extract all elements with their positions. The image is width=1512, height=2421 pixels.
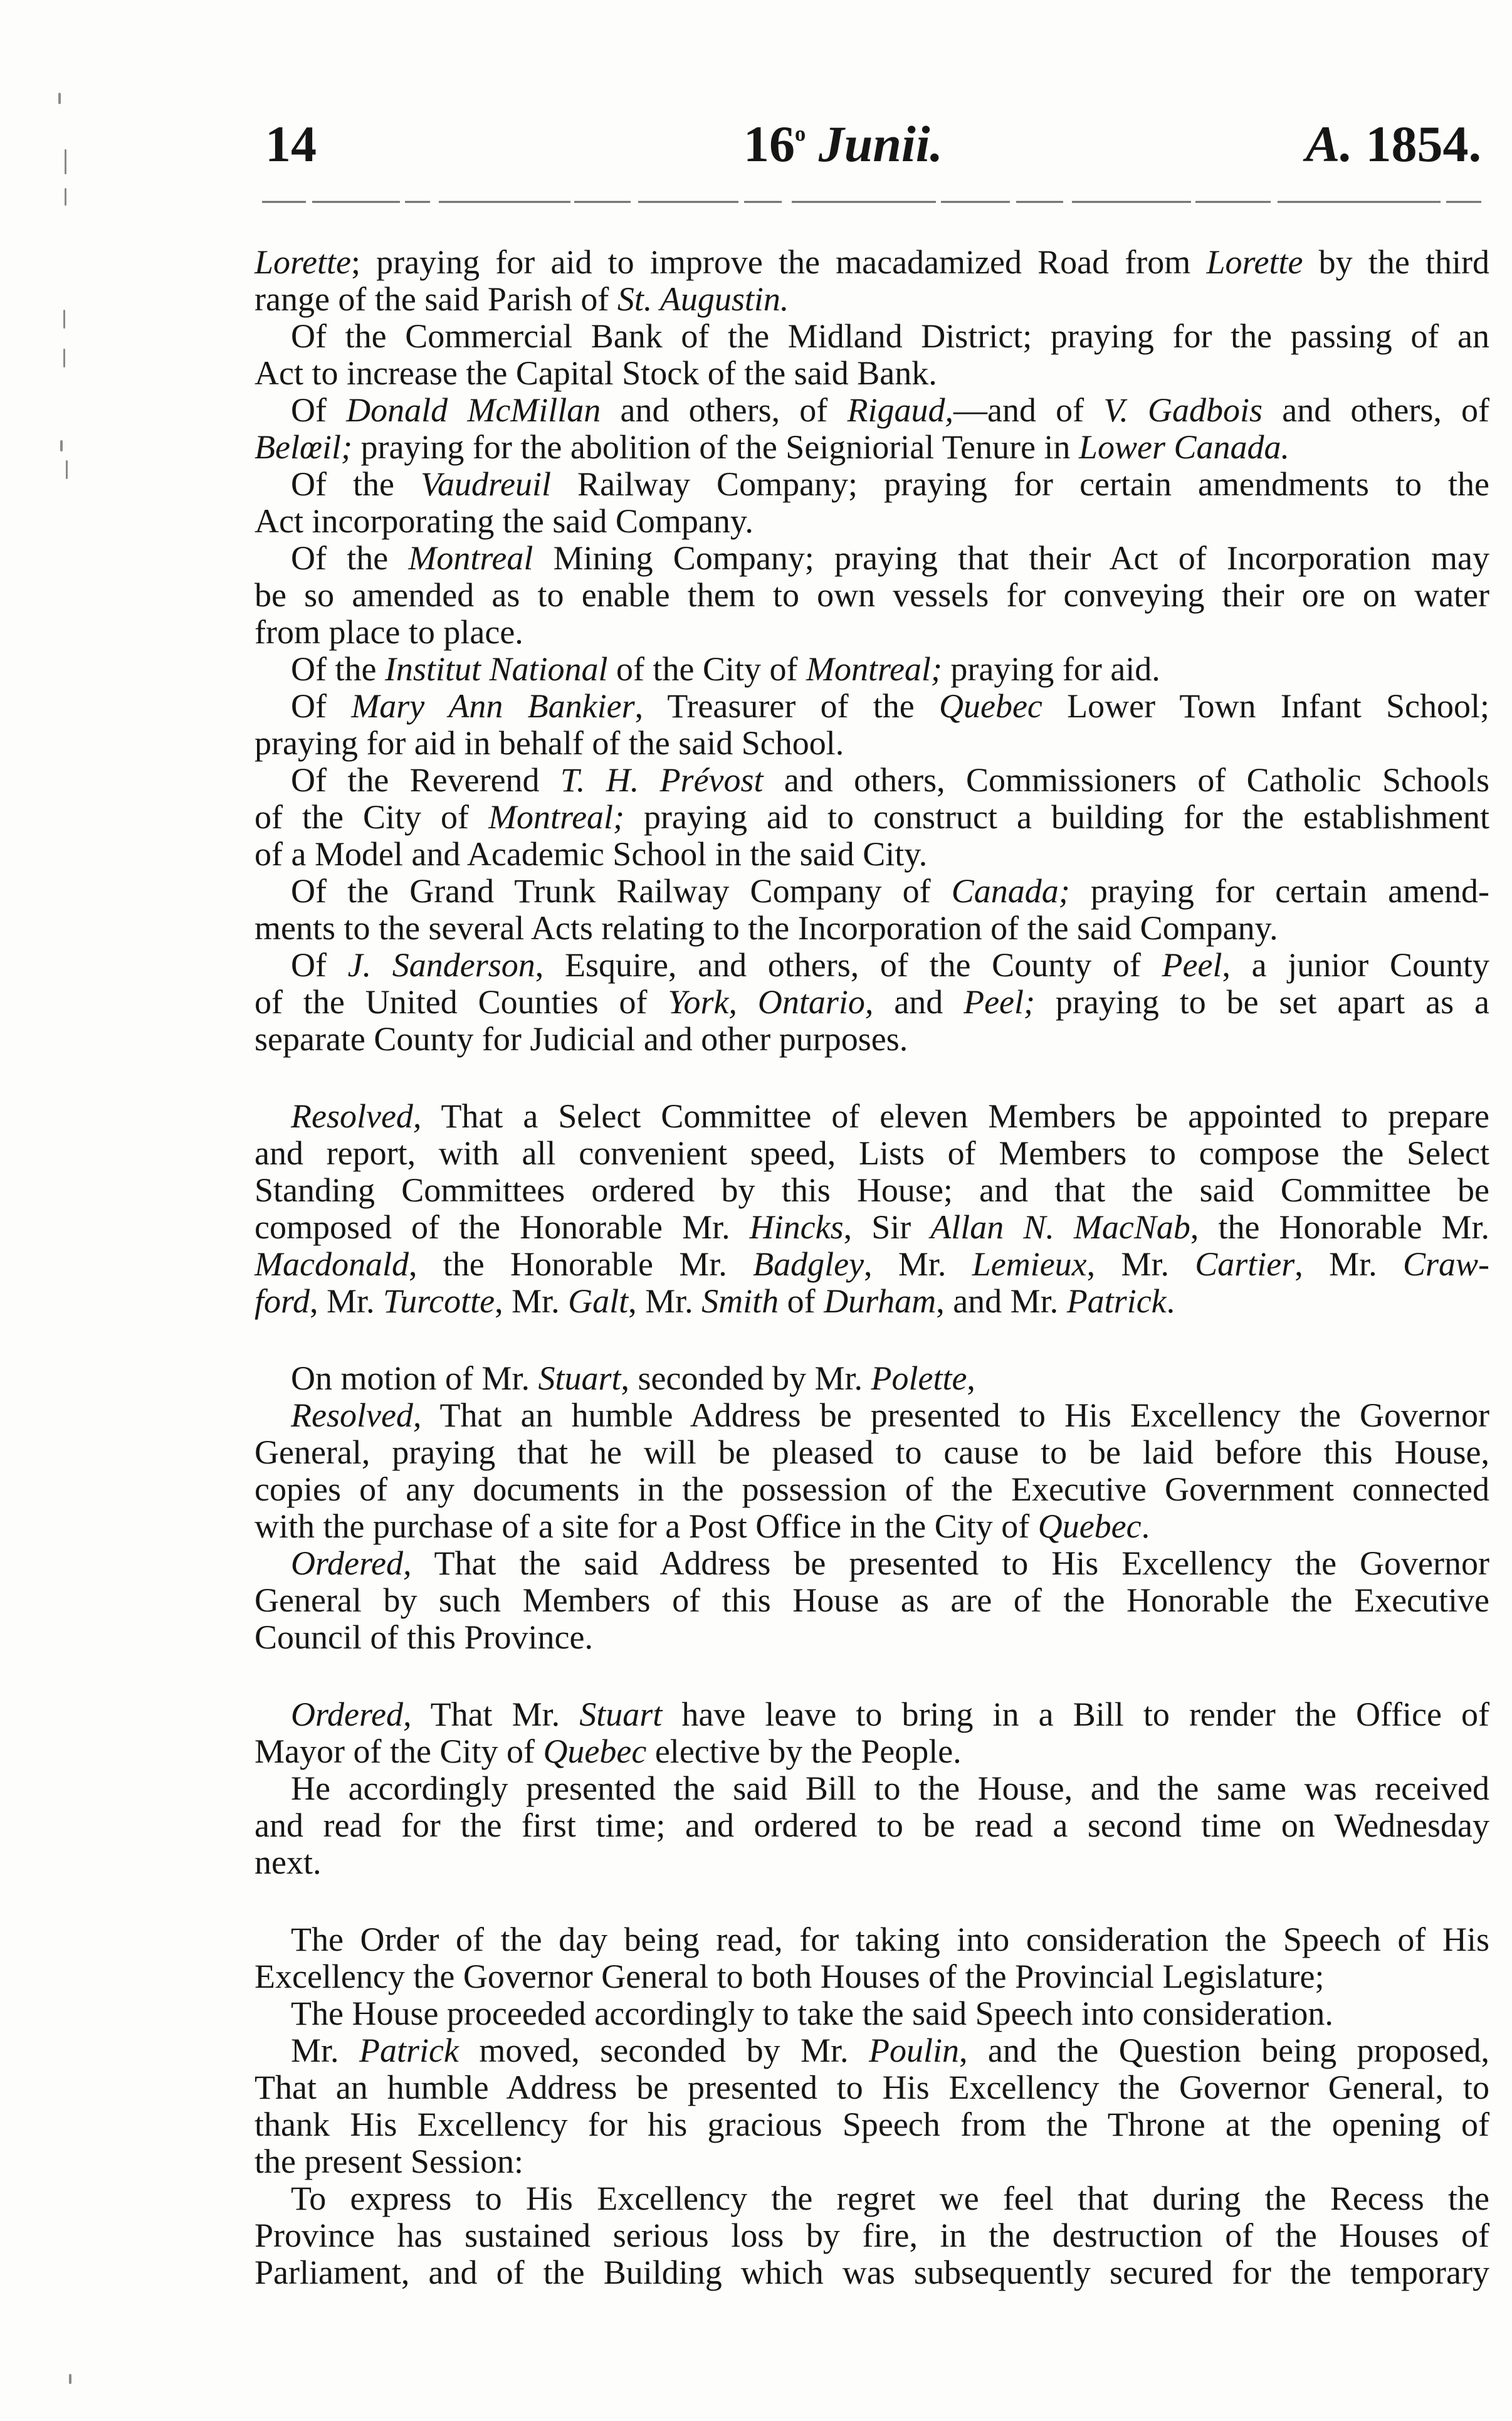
line-content — [255, 1433, 1489, 1471]
italic-run: Quebec — [1037, 1507, 1142, 1545]
text-run: the present Session: — [255, 2143, 523, 2180]
line-content — [255, 1470, 1489, 1508]
entry-block — [255, 1360, 1489, 1656]
paragraph — [255, 688, 1489, 762]
line-content — [255, 1581, 1489, 1619]
text-run: Standing Committees ordered by this House; and that the said Committee be — [255, 1171, 1489, 1209]
italic-run: Lower Canada. — [1078, 428, 1289, 466]
text-line — [255, 1098, 1489, 1135]
text-run: Mining Company; praying that their Act of Incorporation may — [533, 539, 1490, 577]
text-line — [255, 873, 1489, 910]
italic-run: Peel; — [963, 983, 1035, 1021]
line-content — [291, 872, 1489, 910]
text-run: elective by the People. — [646, 1733, 962, 1770]
text-line — [255, 725, 1489, 762]
line-content — [255, 2106, 1489, 2143]
italic-run: Resolved, — [291, 1396, 422, 1434]
text-line — [255, 2254, 1489, 2291]
margin-mark — [58, 93, 61, 104]
paragraph — [255, 392, 1489, 466]
line-content — [255, 1020, 908, 1058]
paragraph — [255, 1770, 1489, 1881]
text-line — [255, 577, 1489, 614]
text-line — [255, 2032, 1489, 2069]
line-content — [291, 1921, 1489, 1958]
text-line — [255, 1619, 1489, 1656]
italic-run: Patrick — [359, 2032, 459, 2069]
line-content — [255, 2217, 1489, 2254]
text-run: That a Select Committee of eleven Members be appointed to prepare — [421, 1097, 1489, 1135]
text-line — [255, 281, 1489, 318]
date-month: Junii. — [818, 115, 943, 172]
paragraph — [255, 1360, 1489, 1397]
line-content — [255, 983, 1489, 1021]
header-rule — [262, 198, 1481, 206]
text-line — [255, 1246, 1489, 1283]
paragraph — [255, 762, 1489, 873]
text-line — [255, 1172, 1489, 1209]
text-run: and others, of — [1263, 391, 1490, 429]
text-run: Province has sustained serious loss by fire, in the destruction of the Houses of — [255, 2217, 1489, 2254]
text-run: , Sir — [843, 1208, 931, 1246]
italic-run: Montreal; — [806, 650, 942, 688]
italic-run: York, Ontario, — [668, 983, 874, 1021]
line-content — [255, 354, 937, 392]
text-run: , the Honorable Mr. — [1190, 1208, 1489, 1246]
text-run: composed of the Honorable Mr. — [255, 1208, 750, 1246]
line-content — [291, 539, 1489, 577]
italic-run: Stuart — [538, 1359, 621, 1397]
margin-mark — [63, 310, 65, 329]
line-content — [255, 909, 1278, 947]
italic-run: Donald McMillan — [346, 391, 601, 429]
line-content — [255, 1507, 1150, 1545]
line-content — [291, 687, 1489, 725]
line-content — [255, 1134, 1489, 1172]
paragraph — [255, 2180, 1489, 2291]
line-content — [291, 2180, 1489, 2217]
text-run: That an humble Address be presented to His Excellency the Governor — [421, 1396, 1489, 1434]
text-line — [255, 1471, 1489, 1508]
text-run: . — [1141, 1507, 1150, 1545]
text-line — [255, 2106, 1489, 2143]
italic-run: Polette — [871, 1359, 967, 1397]
text-run: , Mr. — [864, 1245, 972, 1283]
italic-run: Ordered, — [291, 1544, 412, 1582]
text-line — [255, 503, 1489, 540]
text-run: On motion of Mr. — [291, 1359, 538, 1397]
text-line — [255, 392, 1489, 429]
text-run: copies of any documents in the possession of the Executive Government connected — [255, 1470, 1489, 1508]
line-content — [255, 1733, 962, 1770]
text-run: Railway Company; praying for certain amendments to the — [551, 465, 1489, 503]
text-line — [255, 1508, 1489, 1545]
text-run: praying for the abolition of the Seigniorial Tenure in — [352, 428, 1079, 466]
text-run: praying to be set apart as a — [1035, 983, 1490, 1021]
italic-run: Patrick — [1066, 1282, 1167, 1320]
entry-block — [255, 1696, 1489, 1881]
italic-run: Lorette — [1206, 243, 1303, 281]
text-line — [255, 1209, 1489, 1246]
italic-run: Macdonald — [255, 1245, 409, 1283]
text-run: Of the Commercial Bank of the Midland District; praying for the passing of an — [291, 317, 1489, 355]
text-line — [255, 2180, 1489, 2217]
text-line — [255, 429, 1489, 466]
italic-run: Quebec — [543, 1733, 647, 1770]
margin-mark — [63, 349, 65, 367]
line-content — [255, 1618, 593, 1656]
margin-mark — [69, 2374, 71, 2384]
text-run: , Mr. — [495, 1282, 569, 1320]
line-content — [291, 946, 1489, 984]
italic-run: Cartier — [1195, 1245, 1295, 1283]
text-run: The Order of the day being read, for taking into consideration the Speech of His — [291, 1921, 1489, 1958]
text-run: The House proceeded accordingly to take the said Speech into consideration. — [291, 1995, 1333, 2032]
text-line — [255, 466, 1489, 503]
italic-run: Stuart — [579, 1696, 663, 1733]
line-content — [291, 1544, 1489, 1582]
line-content — [255, 280, 789, 318]
text-run: Of — [291, 391, 347, 429]
italic-run: Mary Ann Bankier — [351, 687, 635, 725]
text-run: range of the said Parish of — [255, 280, 617, 318]
line-content — [255, 576, 1489, 614]
text-line — [255, 910, 1489, 947]
text-run: Of — [291, 946, 348, 984]
text-line — [255, 614, 1489, 651]
journal-date — [743, 115, 943, 172]
line-content — [255, 2069, 1489, 2106]
text-run: Of the — [291, 539, 409, 577]
text-line — [255, 762, 1489, 799]
line-content — [255, 835, 927, 873]
italic-run: V. Gadbois — [1103, 391, 1263, 429]
year-value: 1854. — [1365, 115, 1481, 172]
italic-run: T. H. Prévost — [560, 761, 764, 799]
text-line — [255, 984, 1489, 1021]
italic-run: Badgley — [753, 1245, 864, 1283]
italic-run: Institut National — [384, 650, 608, 688]
text-run: separate County for Judicial and other purposes. — [255, 1020, 908, 1058]
text-run: Of the Reverend — [291, 761, 560, 799]
text-run: with the purchase of a site for a Post Office in the City of — [255, 1507, 1038, 1545]
text-run: Of the — [291, 650, 385, 688]
entry-block — [255, 1921, 1489, 2291]
text-line — [255, 1021, 1489, 1058]
paragraph — [255, 1397, 1489, 1545]
text-line — [255, 1995, 1489, 2032]
anno-prefix: A. — [1305, 115, 1353, 172]
italic-run: J. Sanderson — [347, 946, 535, 984]
text-run: , Mr. — [310, 1282, 384, 1320]
margin-mark — [65, 149, 66, 174]
italic-run: Montreal — [408, 539, 533, 577]
line-content — [291, 1696, 1489, 1733]
text-run: That Mr. — [411, 1696, 580, 1733]
text-run: , seconded by Mr. — [621, 1359, 871, 1397]
italic-run: Smith — [701, 1282, 779, 1320]
text-run: by the third — [1303, 243, 1489, 281]
text-run: , Esquire, and others, of the County of — [535, 946, 1162, 984]
text-run: and others, of — [601, 391, 848, 429]
text-run: , — [967, 1359, 975, 1397]
italic-run: Allan N. MacNab — [930, 1208, 1190, 1246]
text-line — [255, 947, 1489, 984]
line-content — [291, 1770, 1489, 1807]
paragraph — [255, 466, 1489, 540]
text-run: Of the — [291, 465, 421, 503]
italic-run: Rigaud, — [847, 391, 953, 429]
entry-block — [255, 244, 1489, 1058]
italic-run: Galt — [568, 1282, 629, 1320]
text-run: , Treasurer of the — [634, 687, 939, 725]
italic-run: Lorette — [255, 243, 351, 281]
italic-run: Lemieux — [972, 1245, 1087, 1283]
text-line — [255, 651, 1489, 688]
paragraph — [255, 540, 1489, 651]
text-run: Council of this Province. — [255, 1618, 593, 1656]
paragraph — [255, 244, 1489, 318]
text-run: next. — [255, 1843, 322, 1881]
paragraph — [255, 2032, 1489, 2180]
text-run: Lower Town Infant School; — [1042, 687, 1489, 725]
italic-run: Resolved, — [291, 1097, 422, 1135]
text-run: and report, with all convenient speed, Lists of Members to compose the Select — [255, 1134, 1489, 1172]
text-run: of the United Counties of — [255, 983, 668, 1021]
date-ordinal: o — [795, 122, 806, 146]
line-content — [255, 724, 844, 762]
text-run: Mayor of the City of — [255, 1733, 543, 1770]
line-content — [255, 243, 1489, 281]
text-line — [255, 355, 1489, 392]
text-run: praying aid to construct a building for the establishment — [624, 798, 1489, 836]
text-run: be so amended as to enable them to own vessels for conveying their ore on water — [255, 576, 1489, 614]
paragraph — [255, 873, 1489, 947]
text-run: ments to the several Acts relating to the Incorporation of the said Company. — [255, 909, 1278, 947]
line-content — [291, 1995, 1333, 2032]
text-run: Of the Grand Trunk Railway Company of — [291, 872, 952, 910]
text-line — [255, 799, 1489, 836]
italic-run: Ordered, — [291, 1696, 412, 1733]
paragraph — [255, 1696, 1489, 1770]
margin-mark — [66, 460, 68, 479]
italic-run: Vaudreuil — [421, 465, 552, 503]
paragraph — [255, 651, 1489, 688]
text-line — [255, 1397, 1489, 1434]
text-run: He accordingly presented the said Bill to the House, and the same was received — [291, 1770, 1489, 1807]
text-line — [255, 2143, 1489, 2180]
text-line — [255, 1770, 1489, 1807]
paragraph — [255, 1921, 1489, 1995]
text-line — [255, 2217, 1489, 2254]
italic-run: Craw- — [1402, 1245, 1489, 1283]
text-run: That an humble Address be presented to His Excellency the Governor General, to — [255, 2069, 1489, 2106]
text-run: . — [1166, 1282, 1175, 1320]
text-line — [255, 2069, 1489, 2106]
line-content — [291, 391, 1489, 429]
italic-run: Belœil; — [255, 428, 352, 466]
date-day: 16 — [743, 115, 795, 172]
italic-run: Durham — [824, 1282, 937, 1320]
text-run: and — [873, 983, 964, 1021]
margin-mark — [60, 440, 63, 451]
text-line — [255, 1844, 1489, 1881]
text-run: General by such Members of this House as are of the Honorable the Executive — [255, 1581, 1489, 1619]
text-run: Excellency the Governor General to both Houses of the Provincial Legislature; — [255, 1958, 1325, 1995]
paragraph — [255, 1545, 1489, 1656]
line-content — [255, 2254, 1489, 2291]
text-line — [255, 1283, 1489, 1320]
text-run: Mr. — [291, 2032, 359, 2069]
line-content — [255, 1282, 1175, 1320]
line-content — [291, 465, 1489, 503]
text-line — [255, 1733, 1489, 1770]
text-line — [255, 1807, 1489, 1844]
text-run: moved, seconded by Mr. — [458, 2032, 869, 2069]
paragraph — [255, 1995, 1489, 2032]
text-run: praying for aid. — [942, 650, 1160, 688]
text-line — [255, 244, 1489, 281]
line-content — [255, 1958, 1324, 1995]
line-content — [291, 650, 1160, 688]
entry-block — [255, 1098, 1489, 1320]
text-line — [255, 1360, 1489, 1397]
italic-run: Quebec — [939, 687, 1042, 725]
italic-run: St. Augustin. — [617, 280, 789, 318]
text-run: Of — [291, 687, 352, 725]
italic-run: Canada; — [951, 872, 1070, 910]
margin-mark — [65, 188, 66, 206]
journal-text — [255, 244, 1489, 2291]
line-content — [255, 1208, 1489, 1246]
text-line — [255, 836, 1489, 873]
italic-run: Poulin — [868, 2032, 959, 2069]
text-run: ; praying for aid to improve the macadamized Road from — [350, 243, 1207, 281]
text-run: Act incorporating the said Company. — [255, 502, 753, 540]
text-run: , Mr. — [1086, 1245, 1195, 1283]
text-run: That the said Address be presented to His Excellency the Governor — [411, 1544, 1489, 1582]
text-run: —and of — [953, 391, 1104, 429]
text-line — [255, 318, 1489, 355]
line-content — [255, 428, 1289, 466]
text-run: , a junior County — [1222, 946, 1489, 984]
text-line — [255, 1434, 1489, 1471]
line-content — [255, 1843, 321, 1881]
italic-run: Turcotte — [383, 1282, 495, 1320]
italic-run: Hincks — [749, 1208, 844, 1246]
text-run: praying for certain amend- — [1069, 872, 1490, 910]
text-line — [255, 1696, 1489, 1733]
text-line — [255, 1582, 1489, 1619]
paragraph — [255, 318, 1489, 392]
text-line — [255, 1958, 1489, 1995]
text-run: of the City of — [607, 650, 806, 688]
text-run: To express to His Excellency the regret we feel that during the Recess the — [291, 2180, 1489, 2217]
italic-run: Peel — [1162, 946, 1222, 984]
text-run: thank His Excellency for his gracious Speech from the Throne at the opening of — [255, 2106, 1489, 2143]
text-line — [255, 1921, 1489, 1958]
line-content — [291, 2032, 1489, 2069]
text-run: of the City of — [255, 798, 489, 836]
text-line — [255, 1545, 1489, 1582]
line-content — [291, 317, 1489, 355]
line-content — [291, 761, 1489, 799]
line-content — [291, 1097, 1489, 1135]
paragraph — [255, 1098, 1489, 1320]
line-content — [255, 2143, 523, 2180]
text-run: , the Honorable Mr. — [408, 1245, 753, 1283]
journal-year — [1305, 115, 1481, 172]
page-number: 14 — [265, 115, 317, 172]
line-content — [255, 1807, 1489, 1844]
text-run: , and Mr. — [936, 1282, 1067, 1320]
line-content — [255, 798, 1489, 836]
text-run: General, praying that he will be pleased to cause to be laid before this House, — [255, 1433, 1489, 1471]
text-run: and read for the first time; and ordered to be read a second time on Wednesday — [255, 1807, 1489, 1844]
italic-run: Montreal; — [488, 798, 625, 836]
paragraph — [255, 947, 1489, 1058]
text-run: of — [779, 1282, 824, 1320]
line-content — [255, 502, 753, 540]
text-run: , and the Question being proposed, — [958, 2032, 1490, 2069]
line-content — [255, 613, 523, 651]
text-run: from place to place. — [255, 613, 523, 651]
line-content — [291, 1396, 1489, 1434]
italic-run: ford — [255, 1282, 310, 1320]
text-run: have leave to bring in a Bill to render the Office of — [662, 1696, 1490, 1733]
text-line — [255, 688, 1489, 725]
text-run: and others, Commissioners of Catholic Schools — [763, 761, 1489, 799]
text-run: praying for aid in behalf of the said School. — [255, 724, 844, 762]
text-run: Parliament, and of the Building which was subsequently secured for the temporary — [255, 2254, 1489, 2291]
text-run: , Mr. — [1294, 1245, 1403, 1283]
text-run: of a Model and Academic School in the said City. — [255, 835, 928, 873]
line-content — [255, 1171, 1489, 1209]
text-line — [255, 1135, 1489, 1172]
text-run: , Mr. — [628, 1282, 702, 1320]
text-line — [255, 540, 1489, 577]
line-content — [291, 1359, 975, 1397]
text-run: Act to increase the Capital Stock of the said Bank. — [255, 354, 937, 392]
line-content — [255, 1245, 1489, 1283]
